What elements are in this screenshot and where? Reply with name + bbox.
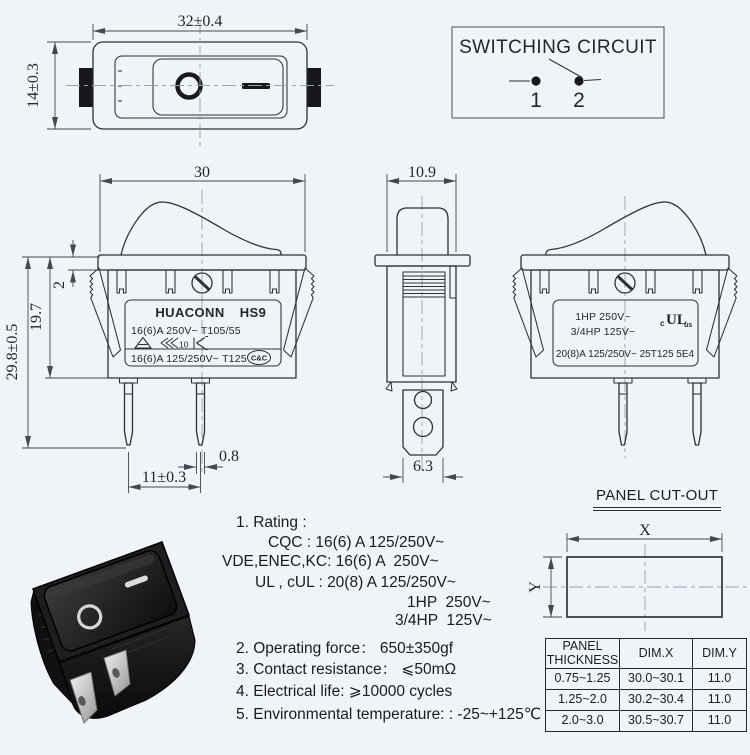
- note-rating-heading: 1. Rating :: [236, 514, 307, 531]
- terminal-2-label: 2: [573, 89, 585, 112]
- label-model: HS9: [239, 305, 267, 320]
- ul-mark-c: c: [660, 319, 665, 328]
- dim-pin-spacing: 11±0.3: [141, 469, 187, 486]
- dim-pin-thickness: 0.8: [219, 448, 239, 465]
- switch-blade: [549, 59, 582, 78]
- note-electrical-life: 4. Electrical life: ⩾10000 cycles: [236, 683, 453, 700]
- cell-dimx-1: 30.0~30.1: [620, 669, 693, 690]
- terminal-1-label: 1: [530, 89, 542, 112]
- note-contact-resistance: 3. Contact resistance： ⩽50mΩ: [236, 661, 457, 678]
- dim-terminal-width: 6.3: [413, 458, 433, 475]
- cell-dimy-3: 11.0: [693, 711, 747, 732]
- cutout-dim-y: Y: [527, 581, 544, 593]
- label-rating-hp2: 3/4HP 125V~: [570, 326, 636, 338]
- cell-dimy-2: 11.0: [693, 690, 747, 711]
- cell-dimx-3: 30.5~30.7: [620, 711, 693, 732]
- col-panel-thickness: PANEL THICKNESS: [546, 638, 619, 667]
- enec-mark-icon: [161, 338, 189, 350]
- col-dim-y: DIM.Y: [693, 639, 747, 669]
- dim-top-width: 32±0.4: [177, 13, 223, 30]
- table-row: [546, 711, 747, 732]
- cell-thickness-2: 1.25~2.0: [546, 690, 620, 711]
- top-view-drawing: [25, 13, 334, 150]
- table-header-row: [546, 639, 747, 669]
- label-rating-bottom: 16(6)A 125/250V~ T125: [131, 353, 247, 365]
- label-brand: HUACONN: [155, 305, 225, 320]
- top-view-left-tab: [79, 68, 93, 107]
- cell-thickness-3: 2.0~3.0: [546, 711, 620, 732]
- dim-front-width: 30: [194, 164, 210, 181]
- note-hp1-rating: 1HP 250V~: [407, 594, 491, 611]
- note-cqc-rating: CQC : 16(6) A 125/250V~: [268, 534, 445, 551]
- on-symbol: [242, 83, 270, 89]
- cutout-dim-x: X: [639, 522, 651, 539]
- dim-side-width: 10.9: [408, 164, 436, 181]
- ul-mark-icon: [660, 312, 692, 329]
- panel-cutout-drawing: [527, 522, 747, 631]
- front-view-drawing: [4, 164, 314, 493]
- note-vde-rating: VDE,ENEC,KC: 16(6) A 250V~: [222, 553, 439, 570]
- label-rating-main: 20(8)A 125/250V~ 25T125 5E4: [555, 349, 695, 360]
- note-environmental-temperature: 5. Environmental temperature: : -25~+125℃: [236, 706, 542, 723]
- cqc-mark-icon: [248, 351, 271, 365]
- terminal-block: [403, 390, 443, 455]
- panel-cutout-table: [545, 638, 747, 732]
- enec-number: 10: [179, 339, 189, 350]
- kc-mark-icon: [194, 337, 208, 350]
- table-row: [546, 669, 747, 690]
- dim-body-height: 19.7: [28, 303, 45, 331]
- right-view-label: [553, 300, 698, 366]
- terminal-2-dot: [574, 76, 583, 85]
- right-view-drawing: [513, 196, 737, 458]
- label-rating-hp1: 1HP 250V~: [575, 311, 631, 323]
- dim-frame-thickness: 2: [51, 281, 68, 289]
- terminal-1-dot: [531, 76, 540, 85]
- cqc-mark-text: C&C: [250, 353, 268, 363]
- ul-mark-main: UL: [666, 312, 687, 328]
- col-dim-x: DIM.X: [620, 639, 693, 669]
- note-hp2-rating: 3/4HP 125V~: [395, 612, 492, 629]
- switching-circuit-panel: [452, 27, 664, 118]
- table-row: [546, 690, 747, 711]
- note-operating-force: 2. Operating force： 650±350gf: [236, 640, 454, 657]
- side-view-drawing: [375, 164, 470, 483]
- front-view-label: [125, 300, 281, 366]
- top-view-right-tab: [307, 68, 321, 107]
- label-rating-top: 16(6)A 250V~ T105/55: [131, 325, 241, 337]
- terminal-hole-1: [415, 392, 432, 409]
- panel-cutout-title: PANEL CUT-OUT: [593, 487, 721, 511]
- switching-circuit-title: SWITCHING CIRCUIT: [459, 37, 657, 58]
- off-symbol: [178, 75, 201, 98]
- ul-mark-us: us: [684, 322, 693, 329]
- note-ul-rating: UL , cUL : 20(8) A 125/250V~: [255, 574, 456, 591]
- dim-total-height: 29.8±0.5: [4, 323, 21, 381]
- vde-mark-icon: [135, 338, 151, 349]
- terminal-hole-2: [414, 418, 433, 437]
- product-photo: [31, 542, 195, 723]
- side-view-ribs: [403, 276, 445, 297]
- cell-dimx-2: 30.2~30.4: [620, 690, 693, 711]
- cell-dimy-1: 11.0: [693, 669, 747, 690]
- dim-top-height: 14±0.3: [25, 63, 42, 108]
- cell-thickness-1: 0.75~1.25: [546, 669, 620, 690]
- spec-notes: [222, 508, 552, 738]
